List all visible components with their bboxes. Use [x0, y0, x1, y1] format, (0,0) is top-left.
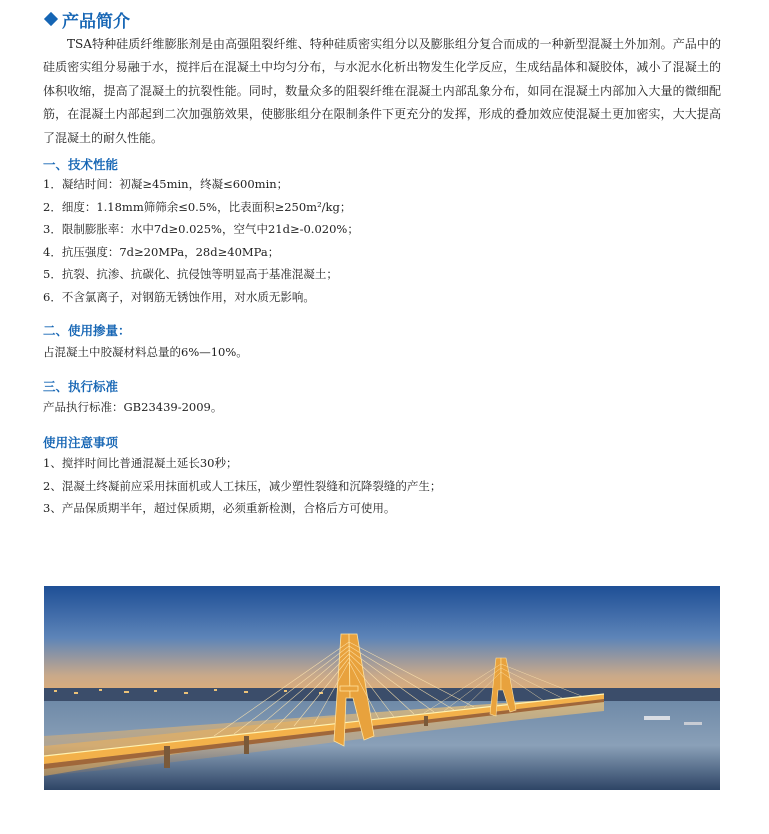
- list-item: 3、产品保质期半年，超过保质期，必须重新检测，合格后方可使用。: [43, 501, 396, 515]
- list-item: 1、搅拌时间比普通混凝土延长30秒；: [43, 456, 238, 470]
- list-item: 5．抗裂、抗渗、抗碳化、抗侵蚀等明显高于基准混凝土；: [43, 267, 338, 281]
- notes-list: [43, 452, 441, 520]
- page-title-text: 产品简介: [62, 11, 130, 32]
- bridge-illustration: [44, 586, 720, 790]
- intro-paragraph: TSA特种硅质纤维膨胀剂是由高强阻裂纤维、特种硅质密实组分以及膨胀组分复合而成的一种新型混凝土外加剂。产品中的硅质密实组分易融于水，搅拌后在混凝土中均匀分布，与水泥水化析出物发生化学反应，生成结晶体和凝胶体，减小了混凝土的体积收缩，提高了混凝土的抗裂性能。同时，数量众多的阻裂纤维在混凝土内部乱象分布，如同在混凝土内部加入大量的微细配筋，在混凝土内部起到二次加强筋效果，使膨胀组分在限制条件下更充分的发挥，形成的叠加效应使混凝土更加密实，大大提高了混凝土的耐久性能。: [43, 37, 721, 145]
- section-heading-dosage: 二、使用掺量：: [43, 323, 131, 338]
- dosage-text: 占混凝土中胶凝材料总量的6%—10%。: [43, 345, 248, 359]
- section-heading-tech: 一、技术性能: [43, 157, 119, 172]
- bridge-photo: [44, 586, 720, 790]
- page-title: [43, 7, 130, 31]
- list-item: 1．凝结时间：初凝≥45min，终凝≤600min；: [43, 177, 289, 191]
- list-item: 4．抗压强度：7d≥20MPa，28d≥40MPa；: [43, 244, 280, 259]
- list-item: 6．不含氯离子，对钢筋无锈蚀作用，对水质无影响。: [43, 289, 315, 304]
- standard-text: 产品执行标准：GB23439-2009。: [43, 400, 223, 414]
- list-item: 2、混凝土终凝前应采用抹面机或人工抹压，减少塑性裂缝和沉降裂缝的产生；: [43, 478, 442, 493]
- list-item: 3．限制膨胀率：水中7d≥0.025%，空气中21d≥-0.020%；: [43, 222, 359, 236]
- list-item: 2．细度：1.18mm筛筛余≤0.5%，比表面积≥250m²/kg；: [43, 199, 352, 214]
- section-heading-standard: 三、执行标准: [43, 379, 119, 394]
- tech-list: [43, 173, 359, 308]
- diamond-bullet-icon: [44, 12, 58, 26]
- section-heading-notes: 使用注意事项: [43, 435, 119, 450]
